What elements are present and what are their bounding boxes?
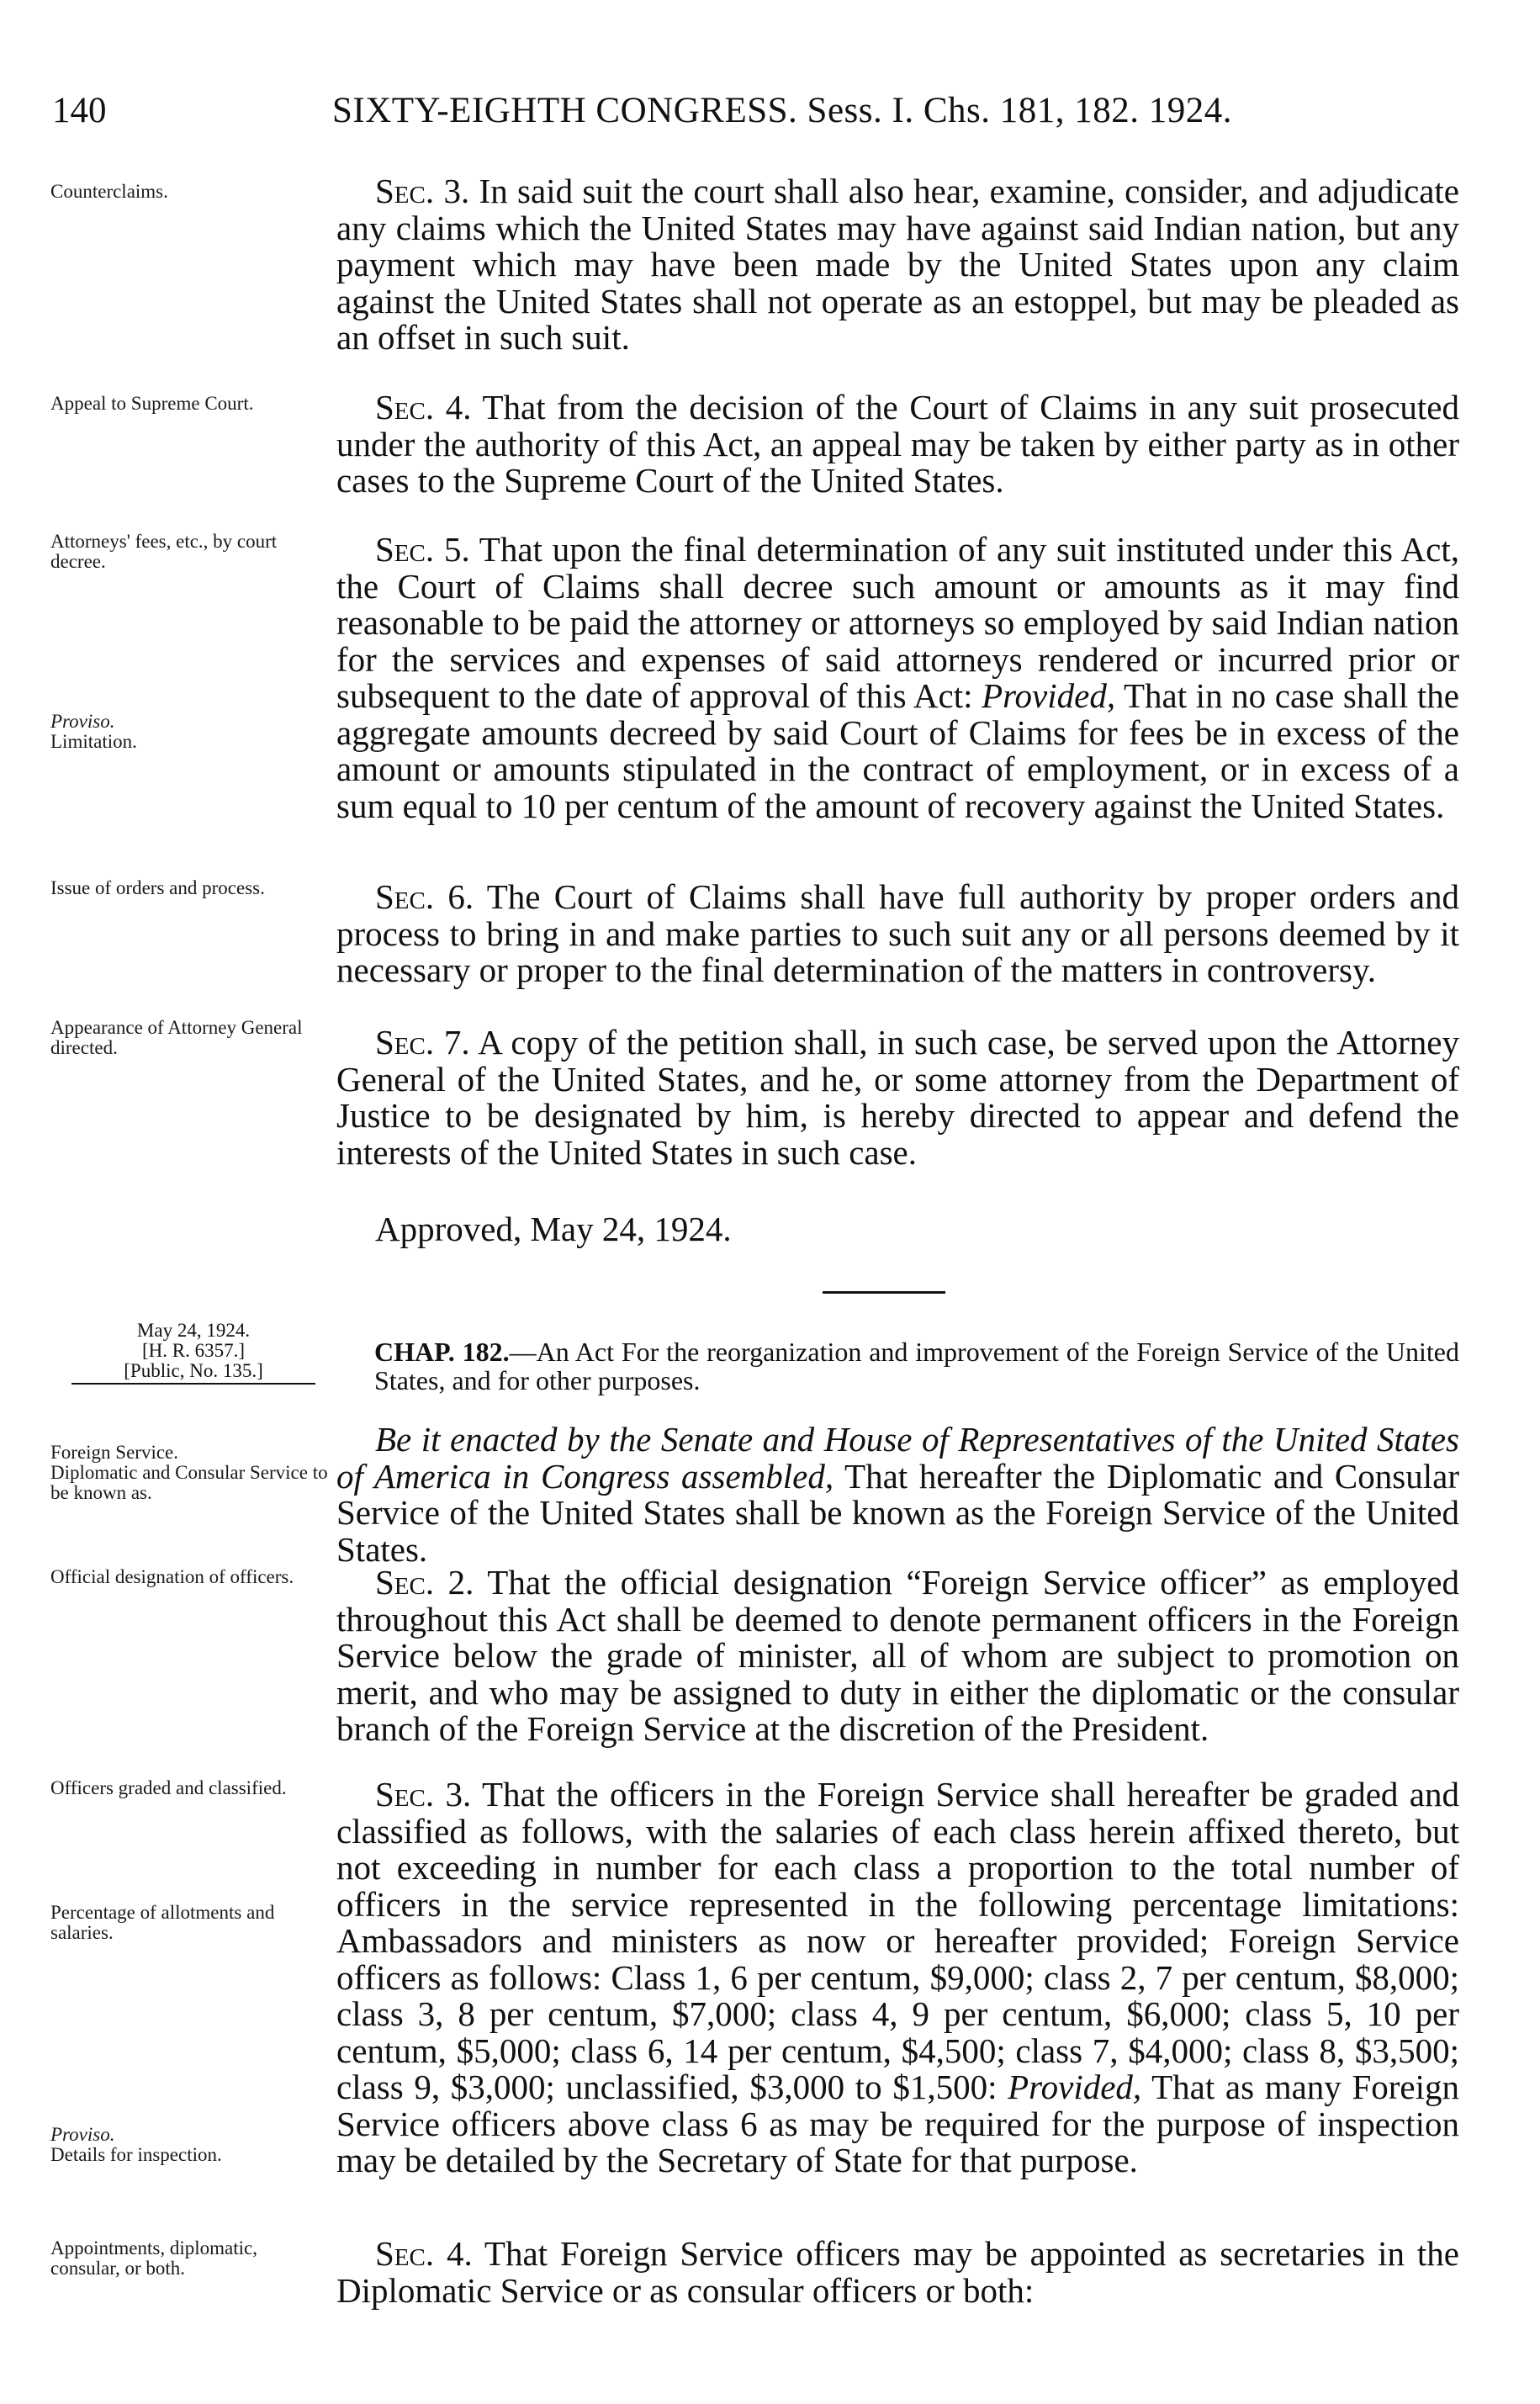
section-6-text: The Court of Claims shall have full authority by proper orders and process to bring in and make parties to such suit any or all persons deemed by it necessary or proper to the final determination of the matters in controversy. (336, 877, 1460, 989)
section-4-label: Sec. 4. (375, 388, 472, 426)
chapter-section-3-text-b: That as many Foreign Service officers above class 6 as may be required for the purpose of inspection may be detailed by the Secretary of State for that purpose. (336, 2068, 1460, 2179)
margin-note-appeal: Appeal to Supreme Court. (50, 393, 254, 414)
margin-note-attorneys-fees: Attorneys' fees, etc., by court decree. (50, 531, 278, 572)
margin-note-details: Details for inspection. (50, 2144, 222, 2165)
bill-info (50, 1321, 336, 1385)
chapter-section-3-text-a: That the officers in the Foreign Service shall hereafter be graded and classified as follows, with the salaries of each class herein affixed thereto, but not exceeding in number for each class a proportion to the total number of officers in the service represented in the following percentage limitations: Ambassadors and ministers as now or hereafter provided; Foreign Service officers as follows: Class 1, 6 per centum, $9,000; class 2, 7 per centum, $8,000; class 3, 8 per centum, $7,000; class 4, 9 per centum, $6,000; class 5, 10 per centum, $5,000; class 6, 14 per centum, $4,500; class 7, $4,000; class 8, $3,500; class 9, $3,000; unclassified, $3,000 to $1,500: (336, 1775, 1460, 2106)
section-3 (336, 173, 1459, 357)
section-5 (336, 532, 1459, 824)
margin-note-percentage: Percentage of allotments and salaries. (50, 1902, 275, 1943)
chapter-divider (823, 1291, 945, 1294)
proviso-label: Proviso. (50, 711, 115, 732)
chapter-title: —An Act For the reorganization and improvement of the Foreign Service of the United States, and for other purposes. (374, 1337, 1460, 1395)
running-title: SIXTY-EIGHTH CONGRESS. Sess. I. Chs. 181, 182. 1924. (332, 91, 1232, 130)
section-3-label: Sec. 3. (375, 172, 470, 210)
bill-date: May 24, 1924. (136, 1320, 251, 1341)
page-header (52, 86, 1482, 136)
section-1-text: That hereafter the Diplomatic and Consular Service of the United States shall be known as the Foreign Service of the United States. (336, 1456, 1459, 1569)
chapter-section-3-label: Sec. 3. (375, 1775, 472, 1814)
margin-note-limitation: Limitation. (50, 731, 137, 752)
chapter-section-2-text: That the official designation “Foreign Service officer” as employed throughout this Act shall be deemed to denote permanent officers in the Foreign Service below the grade of minister, all of whom are subject to promotion on merit, and who may be assigned to duty in either the diplomatic or the consular branch of the Foreign Service at the discretion of the President. (336, 1563, 1459, 1748)
margin-note-diplomatic: Diplomatic and Consular Service to be known as. (50, 1462, 328, 1503)
section-5-label: Sec. 5. (375, 530, 470, 569)
bill-hr-number: [H. R. 6357.] (141, 1340, 246, 1361)
margin-note-foreign-service: Foreign Service. (50, 1442, 179, 1463)
section-7 (336, 1025, 1459, 1171)
section-5-provided: Provided, (982, 676, 1116, 715)
section-5-text-b: That in no case shall the aggregate amounts decreed by said Court of Claims for fees be in excess of the amount or amounts stipulated in the contract of employment, or in excess of a sum equal to 10 per centum of the amount of recovery against the United States. (336, 676, 1459, 825)
chapter-section-3 (336, 1777, 1459, 2179)
margin-note-proviso-2 (50, 2125, 336, 2145)
approved-line: Approved, May 24, 1924. (375, 1210, 732, 1248)
chapter-section-4-label: Sec. 4. (375, 2234, 473, 2273)
chapter-section-3-provided: Provided, (1008, 2068, 1142, 2106)
chapter-182-heading (374, 1337, 1459, 1395)
chapter-section-2-label: Sec. 2. (375, 1563, 474, 1602)
chapter-section-4 (336, 2236, 1459, 2309)
margin-note-official-designation: Official designation of officers. (50, 1566, 294, 1587)
proviso-label-2: Proviso. (50, 2124, 115, 2145)
section-4-text: That from the decision of the Court of Claims in any suit prosecuted under the authority of this Act, an appeal may be taken by either party as in other cases to the Supreme Court of the United States. (336, 388, 1460, 500)
margin-note-counterclaims: Counterclaims. (50, 181, 168, 202)
margin-note-appointments: Appointments, diplomatic, consular, or both. (50, 2237, 257, 2279)
chapter-section-4-text: That Foreign Service officers may be appointed as secretaries in the Diplomatic Service or as consular officers or both: (336, 2234, 1460, 2310)
section-6-label: Sec. 6. (375, 877, 474, 916)
chapter-label: CHAP. 182. (374, 1337, 510, 1367)
section-6 (336, 879, 1459, 989)
section-5-text-a: That upon the final determination of any suit instituted under this Act, the Court of Claims shall decree such amount or amounts as it may find reasonable to be paid the attorney or attorneys so employed by said Indian nation for the services and expenses of said attorneys rendered or incurred prior or subsequent to the date of approval of this Act: (336, 530, 1460, 715)
margin-note-appearance: Appearance of Attorney General directed. (50, 1017, 303, 1058)
public-law-number: [Public, No. 135.] (71, 1361, 315, 1385)
section-7-text: A copy of the petition shall, in such case, be served upon the Attorney General of the United States, and he, or some attorney from the Department of Justice to be designated by him, is hereby directed to appear and defend the interests of the United States in such case. (336, 1023, 1459, 1172)
margin-note-officers-graded: Officers graded and classified. (50, 1777, 287, 1798)
margin-note-proviso (50, 712, 336, 732)
margin-note-issue-orders: Issue of orders and process. (50, 877, 265, 898)
section-3-text: In said suit the court shall also hear, examine, consider, and adjudicate any claims which the United States may have against said Indian nation, but any payment which may have been made by the United States upon any claim against the United States shall not operate as an estoppel, but may be pleaded as an offset in such suit. (336, 172, 1459, 357)
page-number: 140 (52, 91, 107, 130)
enacting-formula: Be it enacted by the Senate and House of Representatives of the United States of America in Congress assembled, (336, 1420, 1459, 1496)
section-4 (336, 389, 1459, 500)
section-7-label: Sec. 7. (375, 1023, 470, 1062)
enacting-clause (336, 1422, 1459, 1568)
chapter-section-2 (336, 1565, 1459, 1748)
